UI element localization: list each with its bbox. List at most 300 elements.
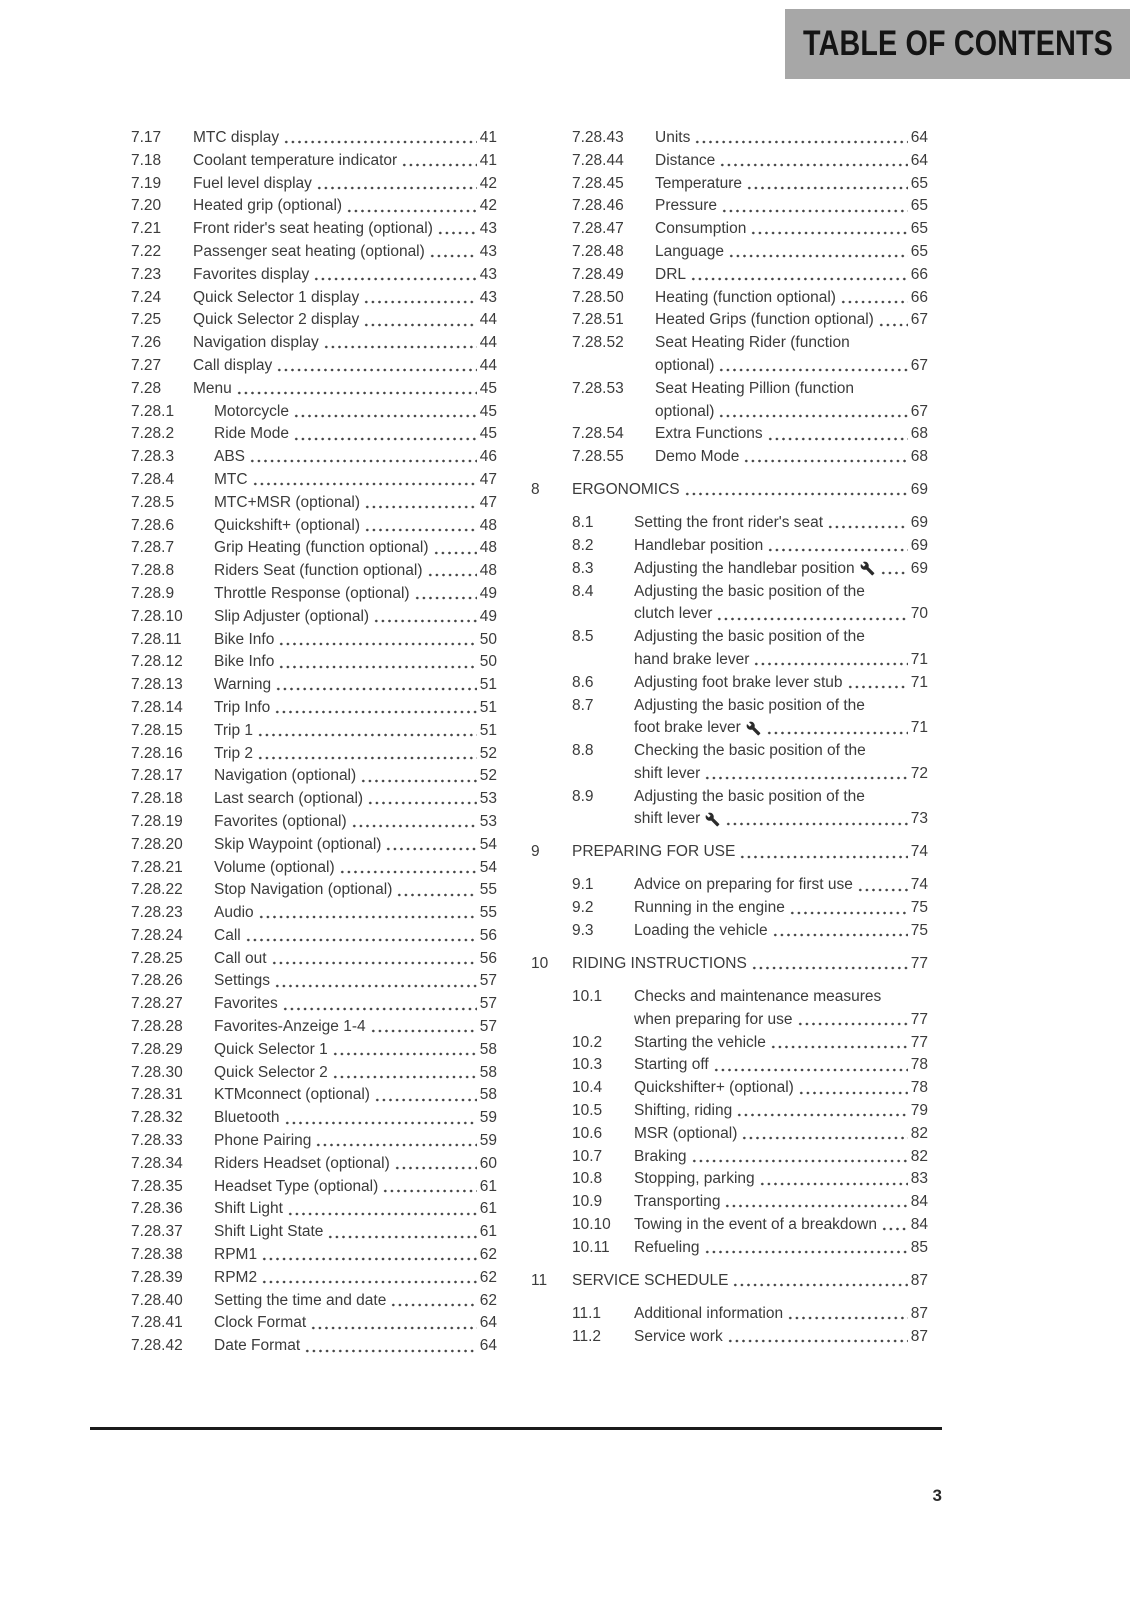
dot-leader (426, 560, 477, 583)
entry-last-line (214, 1198, 497, 1221)
entry-page-number: 64 (479, 1337, 497, 1355)
entry-body (214, 606, 497, 629)
entry-title: Service work (634, 1327, 723, 1345)
entry-body (214, 1016, 497, 1039)
entry-body (214, 446, 497, 469)
entry-title: Call (214, 926, 241, 944)
entry-body (214, 1039, 497, 1062)
entry-page-number: 49 (479, 607, 497, 625)
entry-body (214, 765, 497, 788)
entry-number: 7.28.47 (572, 220, 624, 238)
entry-number: 7.28.8 (131, 562, 175, 580)
entry-number: 7.28.44 (572, 151, 624, 169)
entry-title-line: Adjusting the basic position of the (634, 582, 865, 600)
entry-number: 7.28.48 (572, 242, 624, 260)
toc-entry-row (131, 1221, 497, 1244)
entry-page-number: 56 (479, 949, 497, 967)
entry-page-number: 44 (479, 356, 497, 374)
entry-title: Favorites-Anzeige 1-4 (214, 1018, 366, 1036)
entry-page-number: 48 (479, 562, 497, 580)
entry-body (572, 953, 928, 976)
entry-body (214, 1153, 497, 1176)
entry-last-line (214, 743, 497, 766)
entry-title: Skip Waypoint (optional) (214, 835, 382, 853)
dot-leader (373, 1084, 477, 1107)
entry-title: Language (655, 242, 724, 260)
entry-body (634, 1303, 928, 1326)
entry-title: ERGONOMICS (572, 481, 680, 499)
entry-page-number: 51 (479, 698, 497, 716)
entry-page-number: 43 (479, 242, 497, 260)
entry-number: 8.6 (572, 673, 594, 691)
toc-entry-row (131, 925, 497, 948)
entry-title: Menu (193, 379, 232, 397)
toc-entry-row (572, 1214, 928, 1237)
entry-number: 7.28.33 (131, 1132, 183, 1150)
entry-number: 7.24 (131, 288, 162, 306)
toc-entry-row (131, 879, 497, 902)
entry-body (634, 1123, 928, 1146)
entry-last-line (634, 1303, 928, 1326)
entry-body (655, 287, 928, 310)
dot-leader (432, 537, 477, 560)
entry-body (193, 355, 497, 378)
toc-entry-row (131, 378, 497, 401)
entry-last-line (634, 1009, 928, 1032)
dot-leader (273, 697, 476, 720)
toc-entry-row (572, 218, 928, 241)
entry-body (214, 629, 497, 652)
entry-title: MTC (214, 470, 248, 488)
dot-leader (350, 811, 477, 834)
entry-title: DRL (655, 265, 687, 283)
dot-leader (369, 1016, 477, 1039)
entry-last-line (634, 808, 928, 831)
dot-leader (256, 720, 477, 743)
entry-number: 8.7 (572, 696, 594, 714)
entry-last-line (214, 970, 497, 993)
entry-page-number: 43 (479, 288, 497, 306)
entry-number: 7.28.45 (572, 174, 624, 192)
entry-body (572, 841, 928, 864)
entry-last-line (634, 897, 928, 920)
entry-number: 8.5 (572, 628, 594, 646)
entry-body (634, 1214, 928, 1237)
entry-body (655, 195, 928, 218)
toc-entry-row (572, 626, 928, 672)
entry-title: RIDING INSTRUCTIONS (572, 955, 747, 973)
entry-title: Fuel level display (193, 174, 312, 192)
entry-body (634, 626, 928, 672)
entry-last-line (214, 401, 497, 424)
entry-title: Audio (214, 904, 254, 922)
dot-leader (363, 515, 477, 538)
toc-entry-row (131, 423, 497, 446)
entry-number: 7.19 (131, 174, 162, 192)
entry-title: Front rider's seat heating (optional) (193, 220, 433, 238)
entry-number: 8 (531, 481, 540, 499)
entry-page-number: 50 (479, 653, 497, 671)
entry-last-line (193, 218, 497, 241)
entry-page-number: 65 (910, 242, 928, 260)
entry-page-number: 52 (479, 767, 497, 785)
entry-body (655, 241, 928, 264)
entry-title: Quick Selector 1 (214, 1040, 328, 1058)
entry-title: Trip Info (214, 698, 271, 716)
entry-last-line (193, 332, 497, 355)
entry-last-line (634, 874, 928, 897)
dot-leader (366, 788, 477, 811)
entry-body (214, 515, 497, 538)
entry-title-line: Adjusting the basic position of the (634, 787, 865, 805)
entry-title: when preparing for use (634, 1010, 793, 1028)
entry-title: Heating (function optional) (655, 288, 836, 306)
entry-number: 8.2 (572, 536, 594, 554)
entry-body (214, 720, 497, 743)
toc-entry-row (572, 332, 928, 378)
entry-page-number: 49 (479, 584, 497, 602)
entry-title: Adjusting foot brake lever stub (634, 673, 843, 691)
dot-leader (683, 479, 908, 502)
dot-leader (257, 902, 477, 925)
toc-entry-row (572, 309, 928, 332)
entry-title: ABS (214, 448, 246, 466)
entry-last-line (193, 378, 497, 401)
entry-number: 7.28.37 (131, 1223, 183, 1241)
entry-body (193, 241, 497, 264)
dot-leader (786, 1303, 908, 1326)
entry-title-line: Checks and maintenance measures (634, 988, 882, 1006)
toc-entry-row (572, 695, 928, 741)
toc-entry-row (572, 173, 928, 196)
dot-leader (395, 879, 476, 902)
entry-title: Bike Info (214, 653, 275, 671)
entry-body (193, 287, 497, 310)
toc-entry-row (572, 897, 928, 920)
entry-last-line (655, 241, 928, 264)
entry-title: KTMconnect (optional) (214, 1086, 370, 1104)
entry-body (634, 1326, 928, 1349)
dot-leader (846, 672, 908, 695)
dot-leader (727, 241, 908, 264)
entry-number: 7.28.34 (131, 1154, 183, 1172)
entry-title: Quick Selector 1 display (193, 288, 360, 306)
entry-page-number: 75 (910, 922, 928, 940)
entry-number: 10.2 (572, 1033, 603, 1051)
toc-chapter-row (531, 953, 928, 976)
entry-page-number: 57 (479, 1018, 497, 1036)
toc-entry-row (572, 986, 928, 1032)
toc-entry-row (131, 1198, 497, 1221)
entry-page-number: 78 (910, 1056, 928, 1074)
dot-leader (277, 629, 476, 652)
toc-entry-row (131, 332, 497, 355)
toc-entry-row (131, 1130, 497, 1153)
dot-leader (389, 1290, 476, 1313)
dot-leader (717, 401, 907, 424)
entry-title: Ride Mode (214, 425, 289, 443)
entry-title: Navigation (optional) (214, 767, 357, 785)
entry-body (214, 697, 497, 720)
entry-number: 10.9 (572, 1193, 603, 1211)
entry-last-line (634, 920, 928, 943)
entry-title: Navigation display (193, 334, 319, 352)
dot-leader (769, 1032, 908, 1055)
entry-title: Running in the engine (634, 899, 785, 917)
dot-leader (788, 897, 908, 920)
entry-number: 10.1 (572, 988, 603, 1006)
entry-last-line (634, 1168, 928, 1191)
dot-leader (282, 127, 477, 150)
toc-entry-row (572, 874, 928, 897)
entry-last-line (214, 629, 497, 652)
entry-body (214, 834, 497, 857)
entry-title-line: Seat Heating Rider (function (655, 334, 850, 352)
entry-last-line (214, 697, 497, 720)
toc-entry-row (572, 195, 928, 218)
toc-entry-row (572, 1168, 928, 1191)
entry-title: Trip 2 (214, 744, 254, 762)
toc-entry-row (572, 1303, 928, 1326)
entry-number: 9.3 (572, 922, 594, 940)
entry-page-number: 68 (910, 425, 928, 443)
toc-entry-row (131, 811, 497, 834)
toc-entry-row (131, 173, 497, 196)
toc-entry-row (572, 1077, 928, 1100)
entry-last-line (634, 1054, 928, 1077)
entry-last-line (214, 651, 497, 674)
dot-leader (738, 841, 907, 864)
entry-page-number: 71 (910, 673, 928, 691)
toc-entry-row (131, 970, 497, 993)
toc-entry-row (572, 920, 928, 943)
dot-leader (752, 649, 907, 672)
entry-page-number: 58 (479, 1086, 497, 1104)
entry-number: 7.28.27 (131, 995, 183, 1013)
entry-last-line (655, 150, 928, 173)
dot-leader (723, 1191, 907, 1214)
entry-body (214, 1198, 497, 1221)
entry-body (634, 512, 928, 535)
entry-number: 7.28.26 (131, 972, 183, 990)
entry-last-line (655, 195, 928, 218)
entry-last-line (655, 355, 928, 378)
toc-entry-row (131, 287, 497, 310)
entry-body (214, 788, 497, 811)
entry-body (634, 695, 928, 741)
entry-title: Demo Mode (655, 448, 740, 466)
toc-entry-row (572, 581, 928, 627)
entry-title: Call out (214, 949, 267, 967)
entry-last-line (214, 948, 497, 971)
entry-last-line (214, 1130, 497, 1153)
entry-body (214, 970, 497, 993)
entry-page-number: 71 (910, 719, 928, 737)
entry-number: 7.28.6 (131, 516, 175, 534)
entry-last-line (655, 401, 928, 424)
dot-leader (281, 993, 477, 1016)
dot-leader (797, 1077, 908, 1100)
dot-leader (745, 173, 908, 196)
entry-page-number: 66 (910, 265, 928, 283)
entry-page-number: 59 (479, 1132, 497, 1150)
entry-last-line (634, 649, 928, 672)
entry-title: Favorites (optional) (214, 812, 347, 830)
dot-leader (283, 1107, 477, 1130)
entry-page-number: 46 (479, 448, 497, 466)
entry-body (214, 948, 497, 971)
entry-last-line (655, 218, 928, 241)
toc-chapter-row (531, 1270, 928, 1293)
toc-entry-row (572, 423, 928, 446)
entry-page-number: 41 (479, 151, 497, 169)
entry-body (214, 1290, 497, 1313)
entry-title: PREPARING FOR USE (572, 843, 736, 861)
entry-title: Shift Light (214, 1200, 283, 1218)
entry-page-number: 77 (910, 955, 928, 973)
entry-last-line (193, 195, 497, 218)
dot-leader (248, 446, 477, 469)
entry-title: Quickshifter+ (optional) (634, 1079, 794, 1097)
toc-chapter-row (531, 479, 928, 502)
entry-title: Advice on preparing for first use (634, 876, 853, 894)
dot-leader (735, 1100, 908, 1123)
entry-body (214, 1244, 497, 1267)
entry-number: 7.28.32 (131, 1109, 183, 1127)
toc-entry-row (572, 378, 928, 424)
dot-leader (856, 874, 908, 897)
entry-body (193, 378, 497, 401)
dot-leader (839, 287, 908, 310)
toc-entry-row (572, 672, 928, 695)
dot-leader (724, 808, 907, 831)
entry-number: 10 (531, 955, 549, 973)
entry-title: Shifting, riding (634, 1102, 733, 1119)
toc-entry-row (572, 1326, 928, 1349)
toc-entry-row (572, 558, 928, 581)
entry-last-line (214, 811, 497, 834)
entry-number: 9.1 (572, 876, 594, 894)
entry-title: Distance (655, 151, 716, 169)
entry-title: Headset Type (optional) (214, 1177, 379, 1195)
entry-title: Braking (634, 1147, 687, 1165)
entry-body (214, 1267, 497, 1290)
entry-page-number: 43 (479, 265, 497, 283)
entry-page-number: 51 (479, 676, 497, 694)
entry-page-number: 82 (910, 1147, 928, 1165)
entry-last-line (193, 241, 497, 264)
entry-body (214, 1130, 497, 1153)
dot-leader (244, 925, 477, 948)
entry-page-number: 58 (479, 1040, 497, 1058)
entry-page-number: 42 (479, 174, 497, 192)
entry-body (214, 560, 497, 583)
entry-last-line (214, 446, 497, 469)
entry-last-line (572, 1270, 928, 1293)
entry-title-line: Seat Heating Pillion (function (655, 379, 855, 397)
entry-last-line (214, 1290, 497, 1313)
dot-leader (749, 218, 907, 241)
entry-number: 7.23 (131, 265, 162, 283)
entry-body (655, 173, 928, 196)
entry-page-number: 67 (910, 311, 928, 329)
entry-page-number: 62 (479, 1246, 497, 1264)
entry-last-line (214, 834, 497, 857)
entry-body (572, 1270, 928, 1293)
entry-last-line (214, 857, 497, 880)
entry-page-number: 69 (910, 536, 928, 554)
entry-body (655, 378, 928, 424)
entry-last-line (634, 1326, 928, 1349)
toc-column-right (531, 127, 928, 1358)
entry-page-number: 45 (479, 402, 497, 420)
entry-page-number: 67 (910, 402, 928, 420)
entry-title: Setting the time and date (214, 1291, 387, 1309)
entry-page-number: 87 (910, 1304, 928, 1322)
entry-last-line (214, 1267, 497, 1290)
entry-number: 7.28.12 (131, 653, 183, 671)
dot-leader (363, 492, 477, 515)
dot-leader (274, 674, 477, 697)
entry-number: 7.28.3 (131, 448, 175, 466)
dot-leader (400, 150, 477, 173)
entry-page-number: 51 (479, 721, 497, 739)
entry-page-number: 78 (910, 1079, 928, 1097)
entry-number: 10.4 (572, 1079, 603, 1097)
entry-body (634, 874, 928, 897)
toc-entry-row (131, 651, 497, 674)
toc-entry-row (131, 560, 497, 583)
entry-page-number: 53 (479, 790, 497, 808)
entry-title-line: Adjusting the basic position of the (634, 628, 865, 646)
entry-title: MSR (optional) (634, 1124, 738, 1142)
entry-body (655, 309, 928, 332)
entry-body (634, 920, 928, 943)
dot-leader (703, 763, 907, 786)
toc-entry-row (131, 993, 497, 1016)
entry-number: 7.28.36 (131, 1200, 183, 1218)
entry-page-number: 69 (910, 481, 928, 499)
toc-entry-row (572, 1237, 928, 1260)
dot-leader (309, 1312, 477, 1335)
entry-number: 7.28.1 (131, 402, 175, 420)
entry-body (634, 1032, 928, 1055)
entry-title: Handlebar position (634, 536, 764, 554)
entry-body (634, 986, 928, 1032)
dot-leader (428, 241, 477, 264)
entry-last-line (214, 1312, 497, 1335)
entry-page-number: 72 (910, 764, 928, 782)
entry-page-number: 69 (910, 559, 928, 577)
entry-body (634, 786, 928, 832)
entry-number: 7.28.23 (131, 904, 183, 922)
entry-last-line (214, 1062, 497, 1085)
entry-number: 11.1 (572, 1304, 602, 1322)
wrench-icon (746, 721, 761, 736)
entry-body (634, 1146, 928, 1169)
dot-leader (256, 743, 477, 766)
entry-title: Grip Heating (function optional) (214, 539, 429, 557)
entry-page-number: 48 (479, 516, 497, 534)
entry-body (214, 423, 497, 446)
entry-number: 7.28.28 (131, 1018, 183, 1036)
entry-body (655, 332, 928, 378)
entry-last-line (214, 606, 497, 629)
toc-chapter-row (531, 841, 928, 864)
entry-page-number: 71 (910, 650, 928, 668)
entry-number: 7.28.21 (131, 858, 183, 876)
entry-page-number: 83 (910, 1170, 928, 1188)
